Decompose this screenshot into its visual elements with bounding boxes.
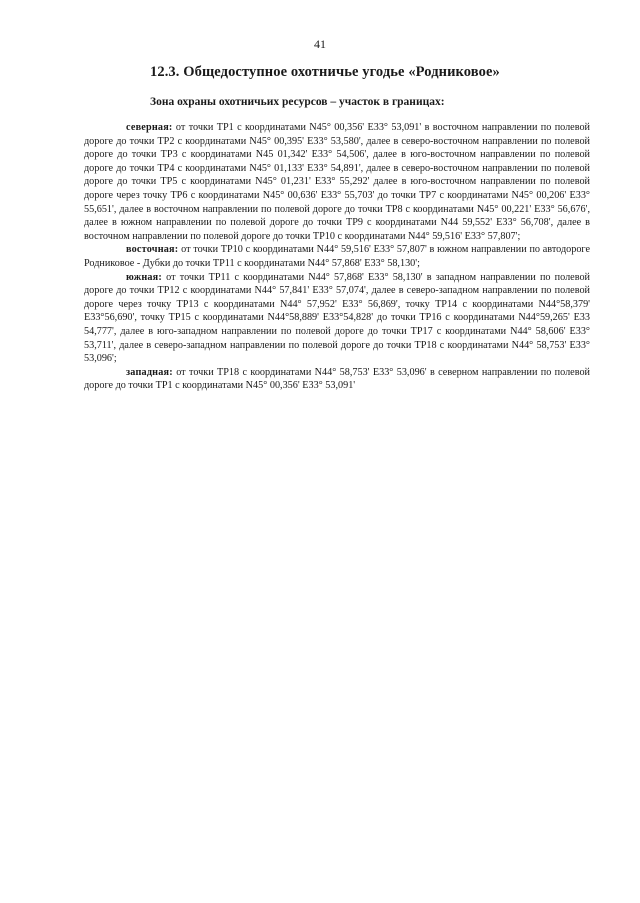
boundary-text: от точки ТР10 с координатами N44° 59,516' E33° 57,807' в южном направлении по автодороге Родниковое - Дубки до точки ТР11 с координатами N44° 57,868' E33° 58,130'; [84, 244, 590, 269]
boundary-text: от точки ТР18 с координатами N44° 58,753' E33° 53,096' в северном направлении по полевой дороге до точки ТР1 с координатами N45° 00,356' E33° 53,091' [84, 366, 590, 392]
boundary-text: от точки ТР11 с координатами N44° 57,868' E33° 58,130' в западном направлении по полевой дороге до точки ТР12 с координатами N44° 57,841' E33° 57,074', далее в северо-западном направлении по полевой дороге через точку ТР13 с координатами N44° 57,952' E33° 56,869', точку ТР14 с координатами N44°58,379' E33°56,690', точку ТР15 с координатами N44°58,889' E33°54,828' до точки ТР16 с координатами N44°59,265' E33 54,777', далее в юго-западном направлении по полевой дороге до точки ТР17 с координатами N44° 58,606' E33° 53,711', далее в северо-западном направлении по полевой дороге до точки ТР18 с координатами N44° 58,753' E33° 53,096'; [84, 271, 590, 365]
boundary-paragraph-north [84, 121, 590, 243]
section-title: 12.3. Общедоступное охотничье угодье «Родниковое» [150, 64, 500, 80]
boundary-direction-label: южная: [126, 271, 162, 283]
boundary-paragraph-east [84, 243, 590, 270]
boundary-paragraph-west [84, 366, 590, 393]
boundary-direction-label: северная: [126, 122, 173, 133]
boundary-paragraph-south [84, 271, 590, 366]
boundary-direction-label: западная: [126, 366, 173, 378]
boundary-direction-label: восточная: [126, 244, 179, 256]
boundary-text: от точки ТР1 с координатами N45° 00,356' E33° 53,091' в восточном направлении по полевой дороге до точки ТР2 с координатами N45° 00,395' E33° 53,580', далее в северо-восточном направлении по полевой дороге до точки ТР3 с координатами N45 01,342' E33° 54,506', далее в юго-восточном направлении по полевой дороге до точки ТР4 с координатами N45° 01,133' E33° 54,891', далее в северо-восточном направлении по полевой дороге до точки ТР5 с координатами N45° 01,231' E33° 55,292' далее в юго-восточном направлении по полевой дороге через точку ТР6 с координатами N45° 00,636' E33° 55,703' до точки ТР7 с координатами N45° 00,206' E33° 55,651', далее в восточном направлении по полевой дороге до точки ТР8 с координатами N45° 00,221' E33° 56,676', далее в южном направлении по полевой дороге до точки ТР9 с координатами N44 59,552' E33° 56,708', далее в восточном направлении по полевой дороге до точки ТР10 с координатами N44° 59,516' E33° 57,807'; [84, 122, 590, 242]
page-number: 41 [314, 37, 326, 51]
section-subtitle: Зона охраны охотничьих ресурсов – участок в границах: [150, 96, 445, 108]
boundary-description [84, 121, 590, 393]
